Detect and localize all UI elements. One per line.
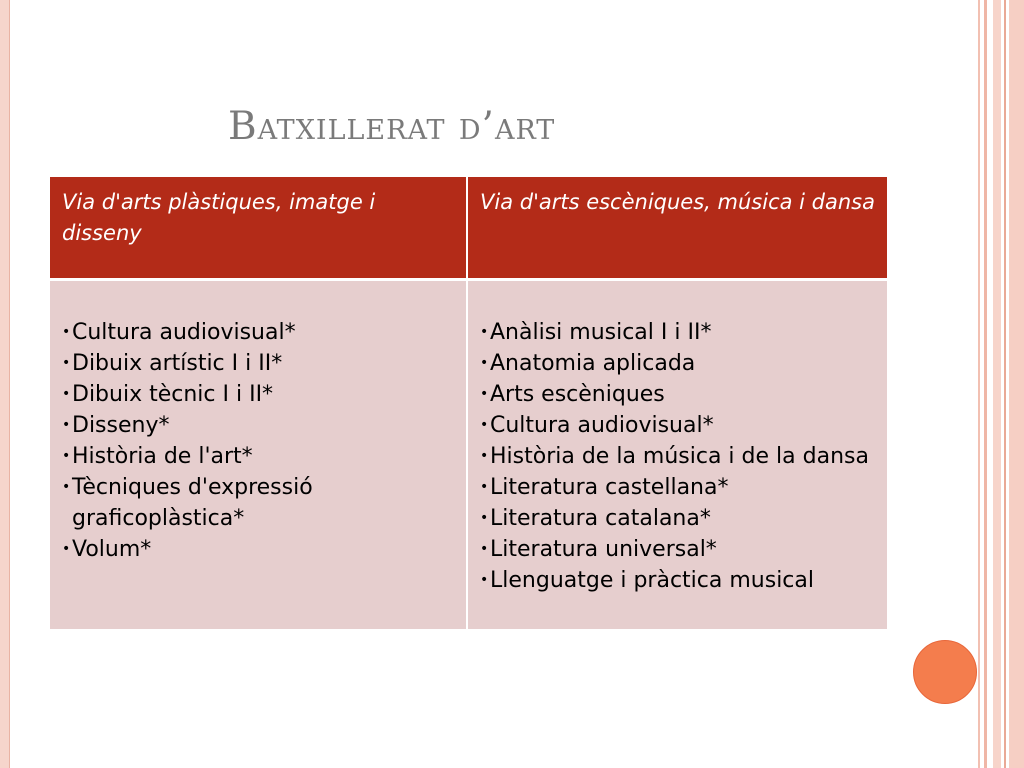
list-item: • Cultura audiovisual*: [62, 317, 454, 348]
table-header-performing-arts: Via d'arts escèniques, música i dansa: [468, 177, 887, 281]
list-item: • Literatura universal*: [480, 534, 875, 565]
list-item: • Arts escèniques: [480, 379, 875, 410]
list-item: • Volum*: [62, 534, 454, 565]
subjects-table: [50, 177, 887, 629]
list-item: • Història de l'art*: [62, 441, 454, 472]
left-decorative-bar: [0, 0, 10, 768]
list-item: • Anàlisi musical I i II*: [480, 317, 875, 348]
decorative-circle: [913, 640, 977, 704]
list-item: • Cultura audiovisual*: [480, 410, 875, 441]
list-item: • Llenguatge i pràctica musical: [480, 565, 875, 596]
subject-list: [62, 317, 454, 565]
list-item: • Tècniques d'expressió graficoplàstica*: [62, 472, 454, 534]
stripe: [1004, 0, 1006, 768]
list-item: • Literatura catalana*: [480, 503, 875, 534]
stripe: [1009, 0, 1024, 768]
list-item: • Disseny*: [62, 410, 454, 441]
subject-list: [480, 317, 875, 596]
slide-title: Batxillerat d’art: [228, 104, 556, 149]
list-item: • Anatomia aplicada: [480, 348, 875, 379]
table-cell-performing-arts-subjects: [468, 281, 887, 629]
stripe: [993, 0, 1001, 768]
table-cell-plastic-arts-subjects: [50, 281, 468, 629]
stripe: [984, 0, 987, 768]
list-item: • Dibuix artístic I i II*: [62, 348, 454, 379]
list-item: • Dibuix tècnic I i II*: [62, 379, 454, 410]
table-header-plastic-arts: Via d'arts plàstiques, imatge i disseny: [50, 177, 468, 281]
stripe: [978, 0, 980, 768]
right-decorative-stripes: [978, 0, 1024, 768]
list-item: • Literatura castellana*: [480, 472, 875, 503]
list-item: • Història de la música i de la dansa: [480, 441, 875, 472]
